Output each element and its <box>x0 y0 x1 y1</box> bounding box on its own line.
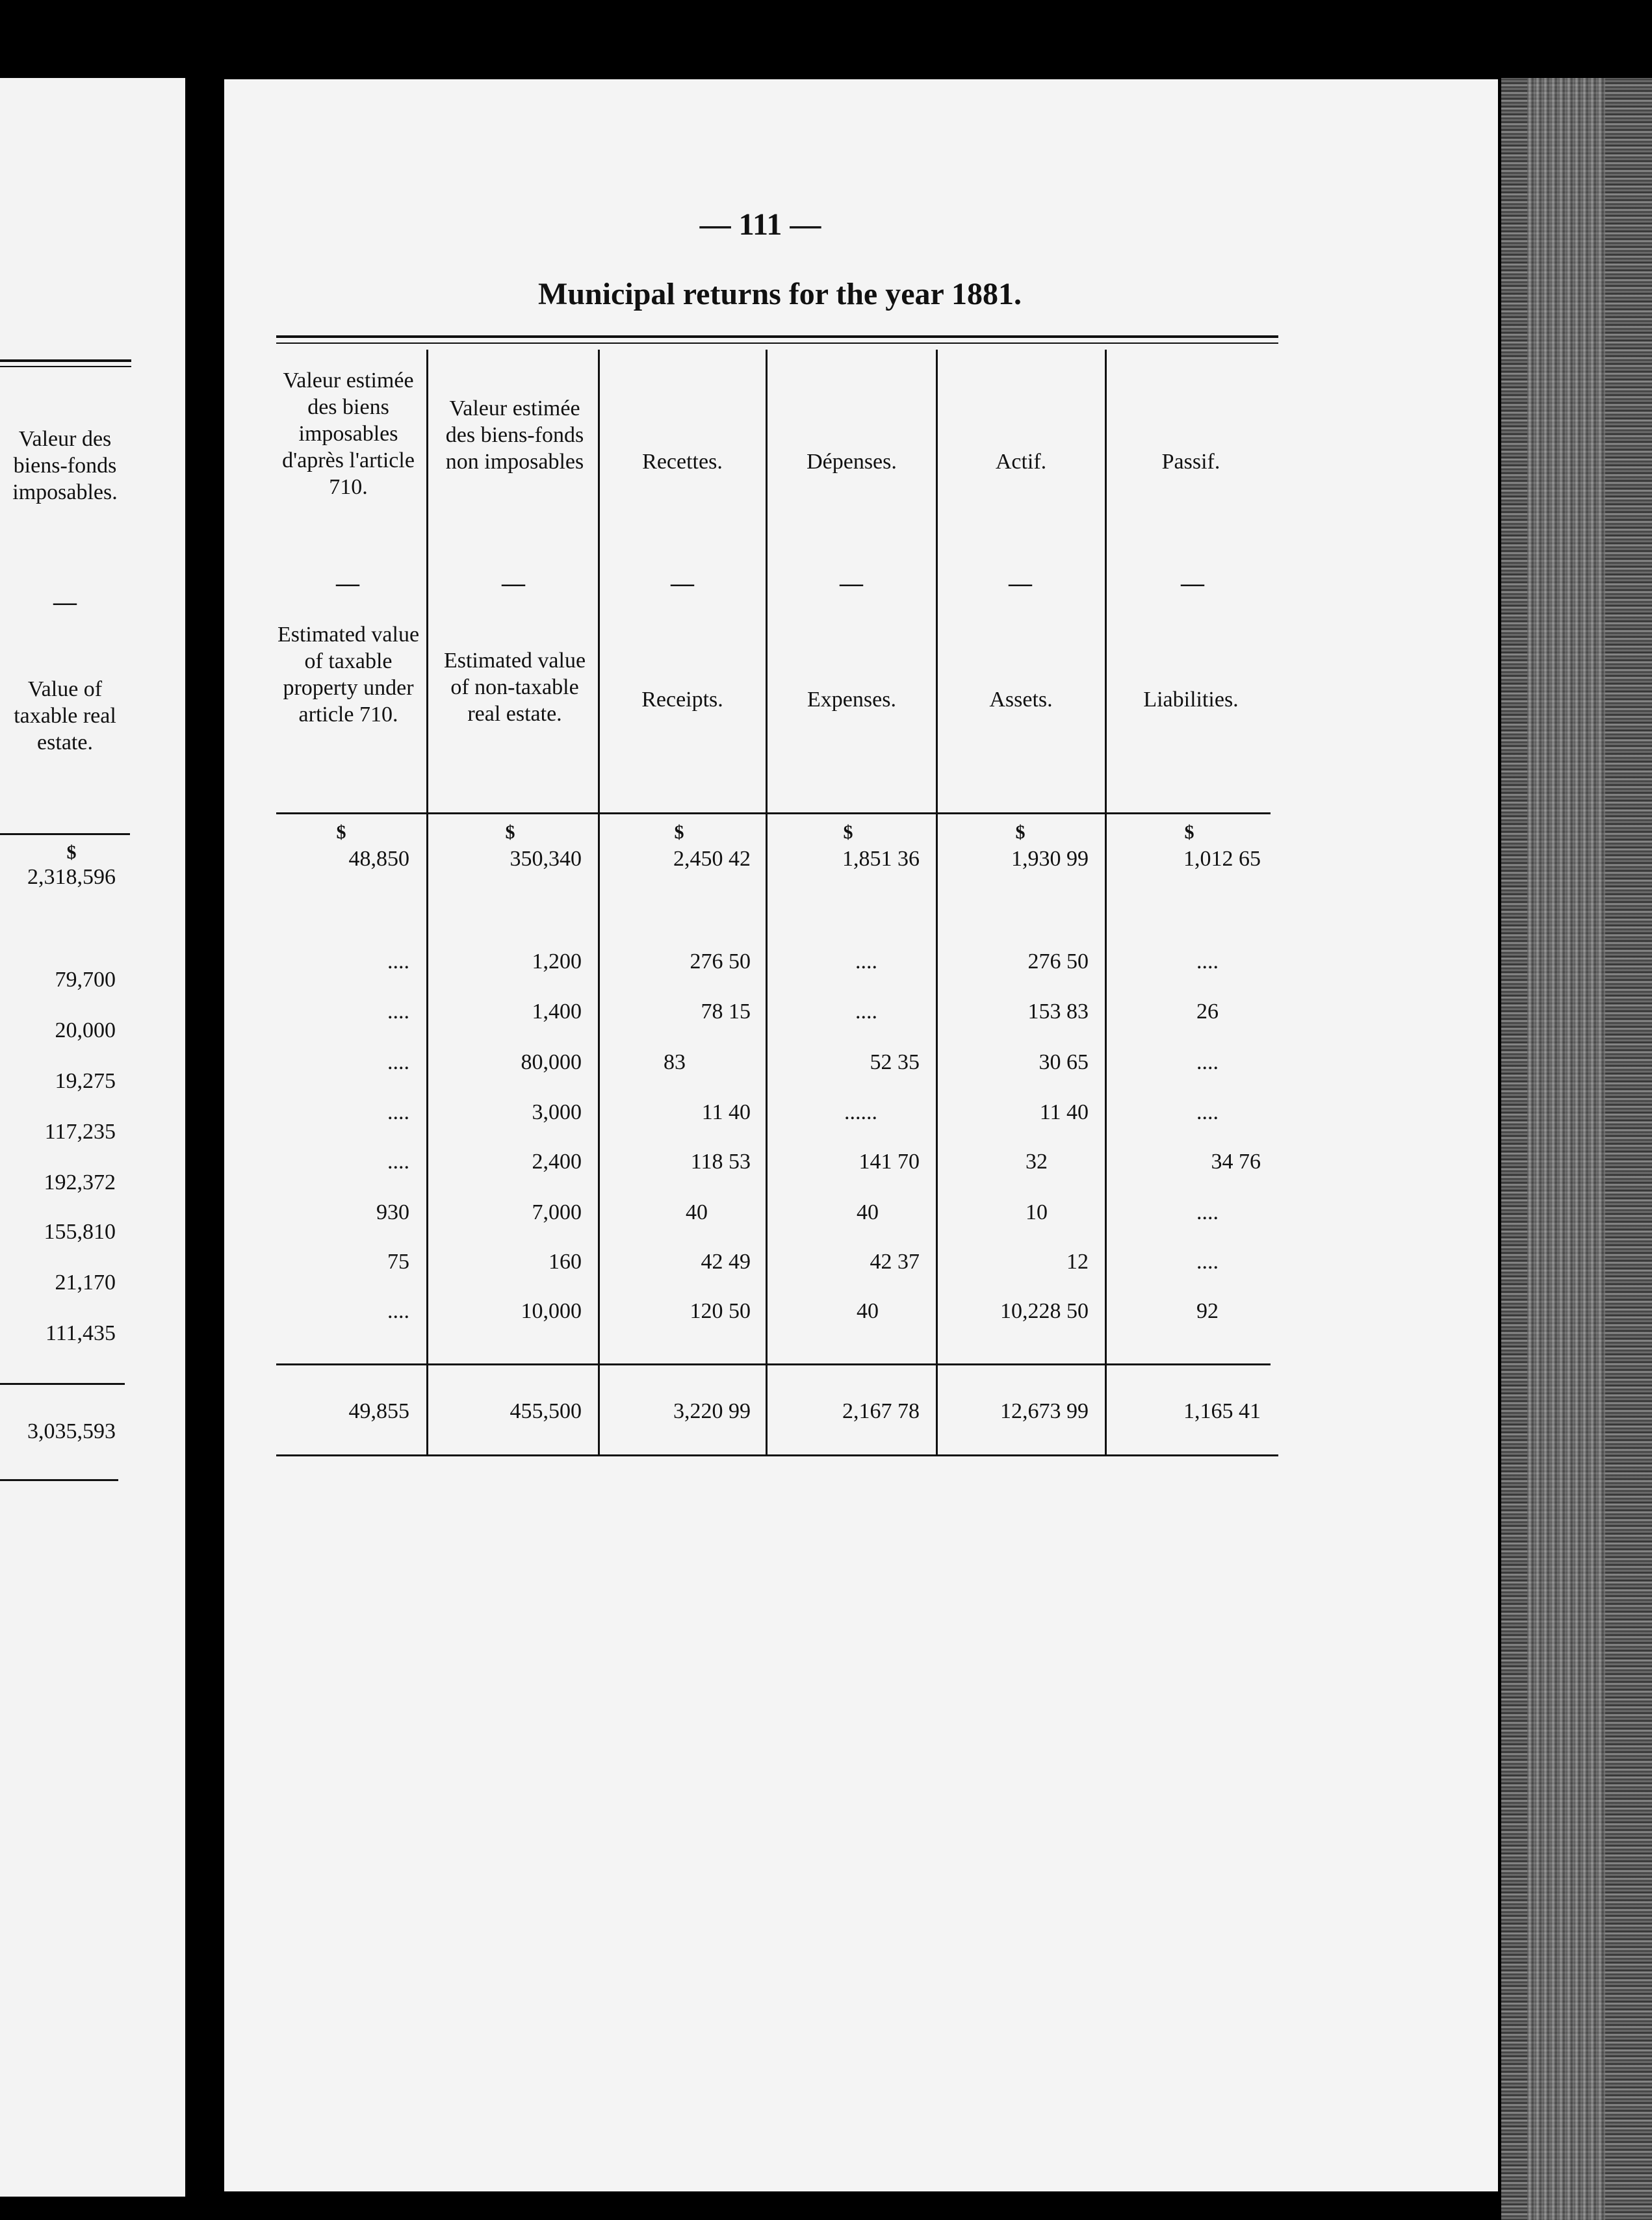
table-cell: 42 37 <box>870 1250 920 1274</box>
table-cell: 1,930 99 <box>1011 847 1089 871</box>
table-total-rule <box>276 1363 1271 1365</box>
header-dash: — <box>336 570 359 596</box>
table-cell: 48,850 <box>348 847 409 871</box>
left-bottom-rule <box>0 1479 118 1481</box>
table-cell: 12 <box>1066 1250 1089 1274</box>
currency-symbol: $ <box>843 821 853 843</box>
left-value: 2,318,596 <box>27 865 116 889</box>
table-cell: 30 65 <box>1039 1050 1089 1074</box>
table-cell: 26 <box>1196 1000 1219 1024</box>
table-cell: 10 <box>1026 1200 1048 1224</box>
table-cell: 40 <box>686 1200 708 1224</box>
table-cell: 276 50 <box>690 949 751 974</box>
table-cell: .... <box>1196 1250 1219 1274</box>
left-header-en: Value of taxable real estate. <box>14 677 116 755</box>
total-cell: 12,673 99 <box>1000 1399 1089 1423</box>
left-total-rule <box>0 1383 125 1385</box>
page-edge-band <box>1527 78 1605 2220</box>
table-cell: 10,000 <box>521 1299 582 1323</box>
column-header-en: Expenses. <box>807 688 896 712</box>
currency-symbol: $ <box>1184 821 1194 843</box>
header-dash: — <box>1009 570 1032 596</box>
currency-symbol: $ <box>674 821 684 843</box>
table-cell: 78 15 <box>701 1000 751 1024</box>
header-dash: — <box>1181 570 1204 596</box>
table-cell: 42 49 <box>701 1250 751 1274</box>
left-value: 21,170 <box>55 1271 116 1295</box>
table-cell: 276 50 <box>1027 949 1089 974</box>
column-header-fr: Recettes. <box>642 450 723 474</box>
page-number: — 111 — <box>699 207 821 242</box>
column-divider <box>598 350 600 1454</box>
left-header-rule <box>0 833 130 835</box>
column-header-fr: Valeur estimée des biens imposables d'après l'article 710. <box>282 368 415 499</box>
column-header-fr: Valeur estimée des biens-fonds non imposables <box>445 396 584 474</box>
column-header-en: Estimated value of taxable property under article 710. <box>277 623 420 727</box>
table-cell: 83 <box>664 1050 686 1074</box>
left-value: 79,700 <box>55 968 116 992</box>
left-value: 155,810 <box>44 1220 116 1244</box>
column-header-en: Liabilities. <box>1143 688 1239 712</box>
column-header-en: Assets. <box>989 688 1053 712</box>
total-cell: 3,220 99 <box>673 1399 751 1423</box>
table-top-rule-thin <box>276 342 1278 344</box>
table-cell: ...... <box>844 1100 877 1124</box>
column-header-fr: Passif. <box>1161 450 1220 474</box>
table-cell: 2,450 42 <box>673 847 751 871</box>
left-value: 192,372 <box>44 1170 116 1194</box>
table-cell: 80,000 <box>521 1050 582 1074</box>
table-cell: .... <box>1196 1200 1219 1224</box>
left-top-rule <box>0 359 131 362</box>
table-bottom-rule <box>276 1454 1278 1456</box>
table-cell: 40 <box>857 1200 879 1224</box>
left-currency: $ <box>66 842 77 863</box>
table-cell: .... <box>387 1299 409 1323</box>
table-cell: .... <box>387 1000 409 1024</box>
left-header-dash: — <box>53 589 77 615</box>
header-dash: — <box>840 570 863 596</box>
column-header-fr: Dépenses. <box>807 450 897 474</box>
table-cell: 92 <box>1196 1299 1219 1323</box>
column-header-en: Estimated value of non-taxable real estate. <box>443 649 586 726</box>
column-header-en: Receipts. <box>641 688 723 712</box>
table-cell: .... <box>387 1150 409 1174</box>
table-cell: 141 70 <box>858 1150 920 1174</box>
total-cell: 2,167 78 <box>842 1399 920 1423</box>
page-title: Municipal returns for the year 1881. <box>538 277 1022 311</box>
currency-symbol: $ <box>1015 821 1026 843</box>
table-cell: 350,340 <box>510 847 582 871</box>
left-value: 19,275 <box>55 1069 116 1093</box>
left-value: 20,000 <box>55 1018 116 1042</box>
column-header-fr: Actif. <box>995 450 1047 474</box>
table-cell: 118 53 <box>690 1150 751 1174</box>
table-cell: .... <box>387 949 409 974</box>
table-cell: .... <box>1196 1100 1219 1124</box>
table-cell: 40 <box>857 1299 879 1323</box>
column-divider <box>766 350 768 1454</box>
table-cell: 1,200 <box>532 949 582 974</box>
header-dash: — <box>671 570 694 596</box>
left-total: 3,035,593 <box>27 1419 116 1443</box>
table-cell: .... <box>855 949 877 974</box>
table-top-rule <box>276 335 1278 338</box>
column-divider <box>936 350 938 1454</box>
table-cell: 1,851 36 <box>842 847 920 871</box>
table-header-rule <box>276 812 1271 814</box>
table-cell: 1,012 65 <box>1183 847 1261 871</box>
table-cell: .... <box>1196 949 1219 974</box>
total-cell: 1,165 41 <box>1183 1399 1261 1423</box>
currency-symbol: $ <box>505 821 515 843</box>
table-cell: 930 <box>376 1200 409 1224</box>
table-cell: 160 <box>549 1250 582 1274</box>
table-cell: .... <box>387 1100 409 1124</box>
table-cell: 2,400 <box>532 1150 582 1174</box>
table-cell: 1,400 <box>532 1000 582 1024</box>
table-cell: 7,000 <box>532 1200 582 1224</box>
table-cell: 75 <box>387 1250 409 1274</box>
left-header-fr: Valeur des biens-fonds imposables. <box>12 427 118 504</box>
table-cell: 34 76 <box>1211 1150 1261 1174</box>
currency-symbol: $ <box>336 821 346 843</box>
table-cell: .... <box>855 1000 877 1024</box>
column-divider <box>426 350 428 1454</box>
header-dash: — <box>502 570 525 596</box>
table-cell: 52 35 <box>870 1050 920 1074</box>
table-cell: 32 <box>1026 1150 1048 1174</box>
total-cell: 49,855 <box>348 1399 409 1423</box>
table-cell: 11 40 <box>701 1100 751 1124</box>
total-cell: 455,500 <box>510 1399 582 1423</box>
table-cell: 10,228 50 <box>1000 1299 1089 1323</box>
table-cell: 11 40 <box>1039 1100 1089 1124</box>
table-cell: 120 50 <box>690 1299 751 1323</box>
table-cell: 3,000 <box>532 1100 582 1124</box>
left-value: 111,435 <box>45 1321 116 1345</box>
table-cell: .... <box>387 1050 409 1074</box>
table-cell: 153 83 <box>1027 1000 1089 1024</box>
table-cell: .... <box>1196 1050 1219 1074</box>
left-top-rule-thin <box>0 366 131 367</box>
column-divider <box>1105 350 1107 1454</box>
left-value: 117,235 <box>44 1120 116 1144</box>
